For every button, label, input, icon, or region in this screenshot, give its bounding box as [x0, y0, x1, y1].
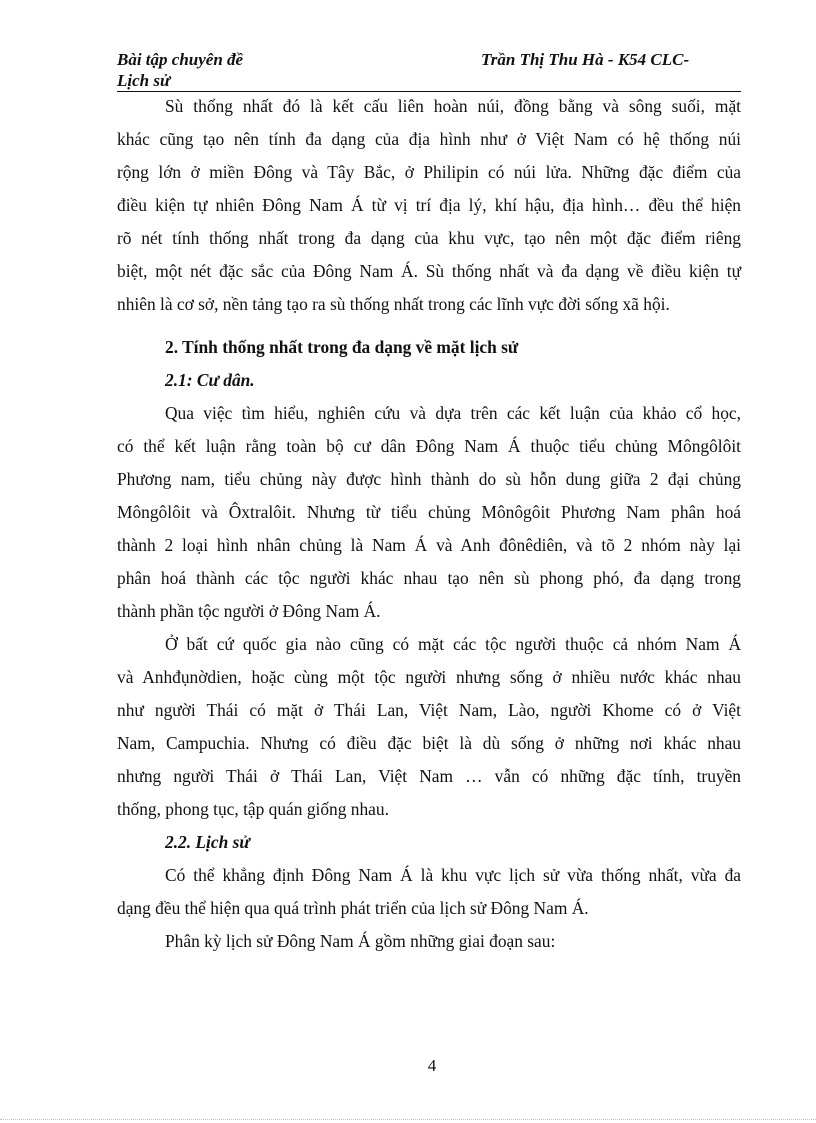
paragraph-2-line: Môngôlôit và Ôxtralôit. Nhưng từ tiểu chủng Mônôgôit Phương Nam phân hoá	[117, 502, 741, 522]
paragraph-3-line: thống, phong tục, tập quán giống nhau.	[117, 799, 389, 819]
paragraph-1-line: rộng lớn ở miền Đông và Tây Bắc, ở Philipin có núi lửa. Những đặc điểm của	[117, 162, 741, 182]
paragraph-1-line: biệt, một nét đặc sắc của Đông Nam Á. Sù thống nhất và đa dạng về điều kiện tự	[117, 261, 741, 281]
paragraph-2-line: Qua việc tìm hiểu, nghiên cứu và dựa trên các kết luận của khảo cổ học,	[165, 403, 741, 423]
paragraph-4-line: dạng đều thể hiện qua quá trình phát triển của lịch sử Đông Nam Á.	[117, 898, 589, 918]
paragraph-4-line: Có thể khẳng định Đông Nam Á là khu vực lịch sử vừa thống nhất, vừa đa	[165, 865, 741, 885]
section-gap	[117, 321, 741, 331]
paragraph-2-line: Phương nam, tiểu chủng này được hình thành do sù hỗn dung giữa 2 đại chủng	[117, 469, 741, 489]
paragraph-1-line: khác cũng tạo nên tính đa dạng của địa hình như ở Việt Nam có hệ thống núi	[117, 129, 741, 149]
paragraph-2-line: có thể kết luận rằng toàn bộ cư dân Đông Nam Á thuộc tiểu chủng Môngôlôit	[117, 436, 741, 456]
paragraph-2-line: thành 2 loại hình nhân chủng là Nam Á và Anh đônêdiên, và tõ 2 nhóm này lại	[117, 535, 741, 555]
paragraph-1-line: điều kiện tự nhiên Đông Nam Á từ vị trí địa lý, khí hậu, địa hình… đều thể hiện	[117, 195, 741, 215]
paragraph-3-line: nhưng người Thái ở Thái Lan, Việt Nam … vẫn có những đặc tính, truyền	[117, 766, 741, 786]
page-number: 4	[427, 1056, 437, 1075]
header-course-subject: Lịch sử	[117, 71, 171, 90]
paragraph-2-line: thành phần tộc người ở Đông Nam Á.	[117, 601, 381, 621]
paragraph-3-line: như người Thái có mặt ở Thái Lan, Việt Nam, Lào, người Khome có ở Việt	[117, 700, 741, 720]
paragraph-1-line: nhiên là cơ sở, nền tảng tạo ra sù thống nhất trong các lĩnh vực đời sống xã hội.	[117, 294, 670, 314]
paragraph-1-line: Sù thống nhất đó là kết cấu liên hoàn núi, đồng bằng và sông suối, mặt	[165, 96, 741, 116]
document-body	[117, 90, 741, 958]
header-course-title: Bài tập chuyên đề	[117, 50, 244, 69]
section-heading-2: 2. Tính thống nhất trong đa dạng về mặt lịch sử	[165, 337, 519, 357]
paragraph-1-line: rõ nét tính thống nhất trong đa dạng của khu vực, tạo nên một đặc điểm riêng	[117, 228, 741, 248]
subsection-heading-2-1: 2.1: Cư dân.	[165, 370, 255, 390]
paragraph-3-line: Ở bất cứ quốc gia nào cũng có mặt các tộc người thuộc cả nhóm Nam Á	[165, 634, 741, 654]
paragraph-2-line: phân hoá thành các tộc người khác nhau tạo nên sù phong phó, đa dạng trong	[117, 568, 741, 588]
paragraph-3-line: và Anhđụnờdien, hoặc cùng một tộc người nhưng sống ở nhiều nước khác nhau	[117, 667, 741, 687]
header-author: Trần Thị Thu Hà - K54 CLC-	[481, 50, 690, 69]
page-bottom-border	[0, 1119, 816, 1120]
subsection-heading-2-2: 2.2. Lịch sử	[165, 832, 250, 852]
paragraph-5-line: Phân kỳ lịch sử Đông Nam Á gồm những giai đoạn sau:	[165, 931, 556, 951]
paragraph-3-line: Nam, Campuchia. Nhưng có điều đặc biệt là dù sống ở những nơi khác nhau	[117, 733, 741, 753]
